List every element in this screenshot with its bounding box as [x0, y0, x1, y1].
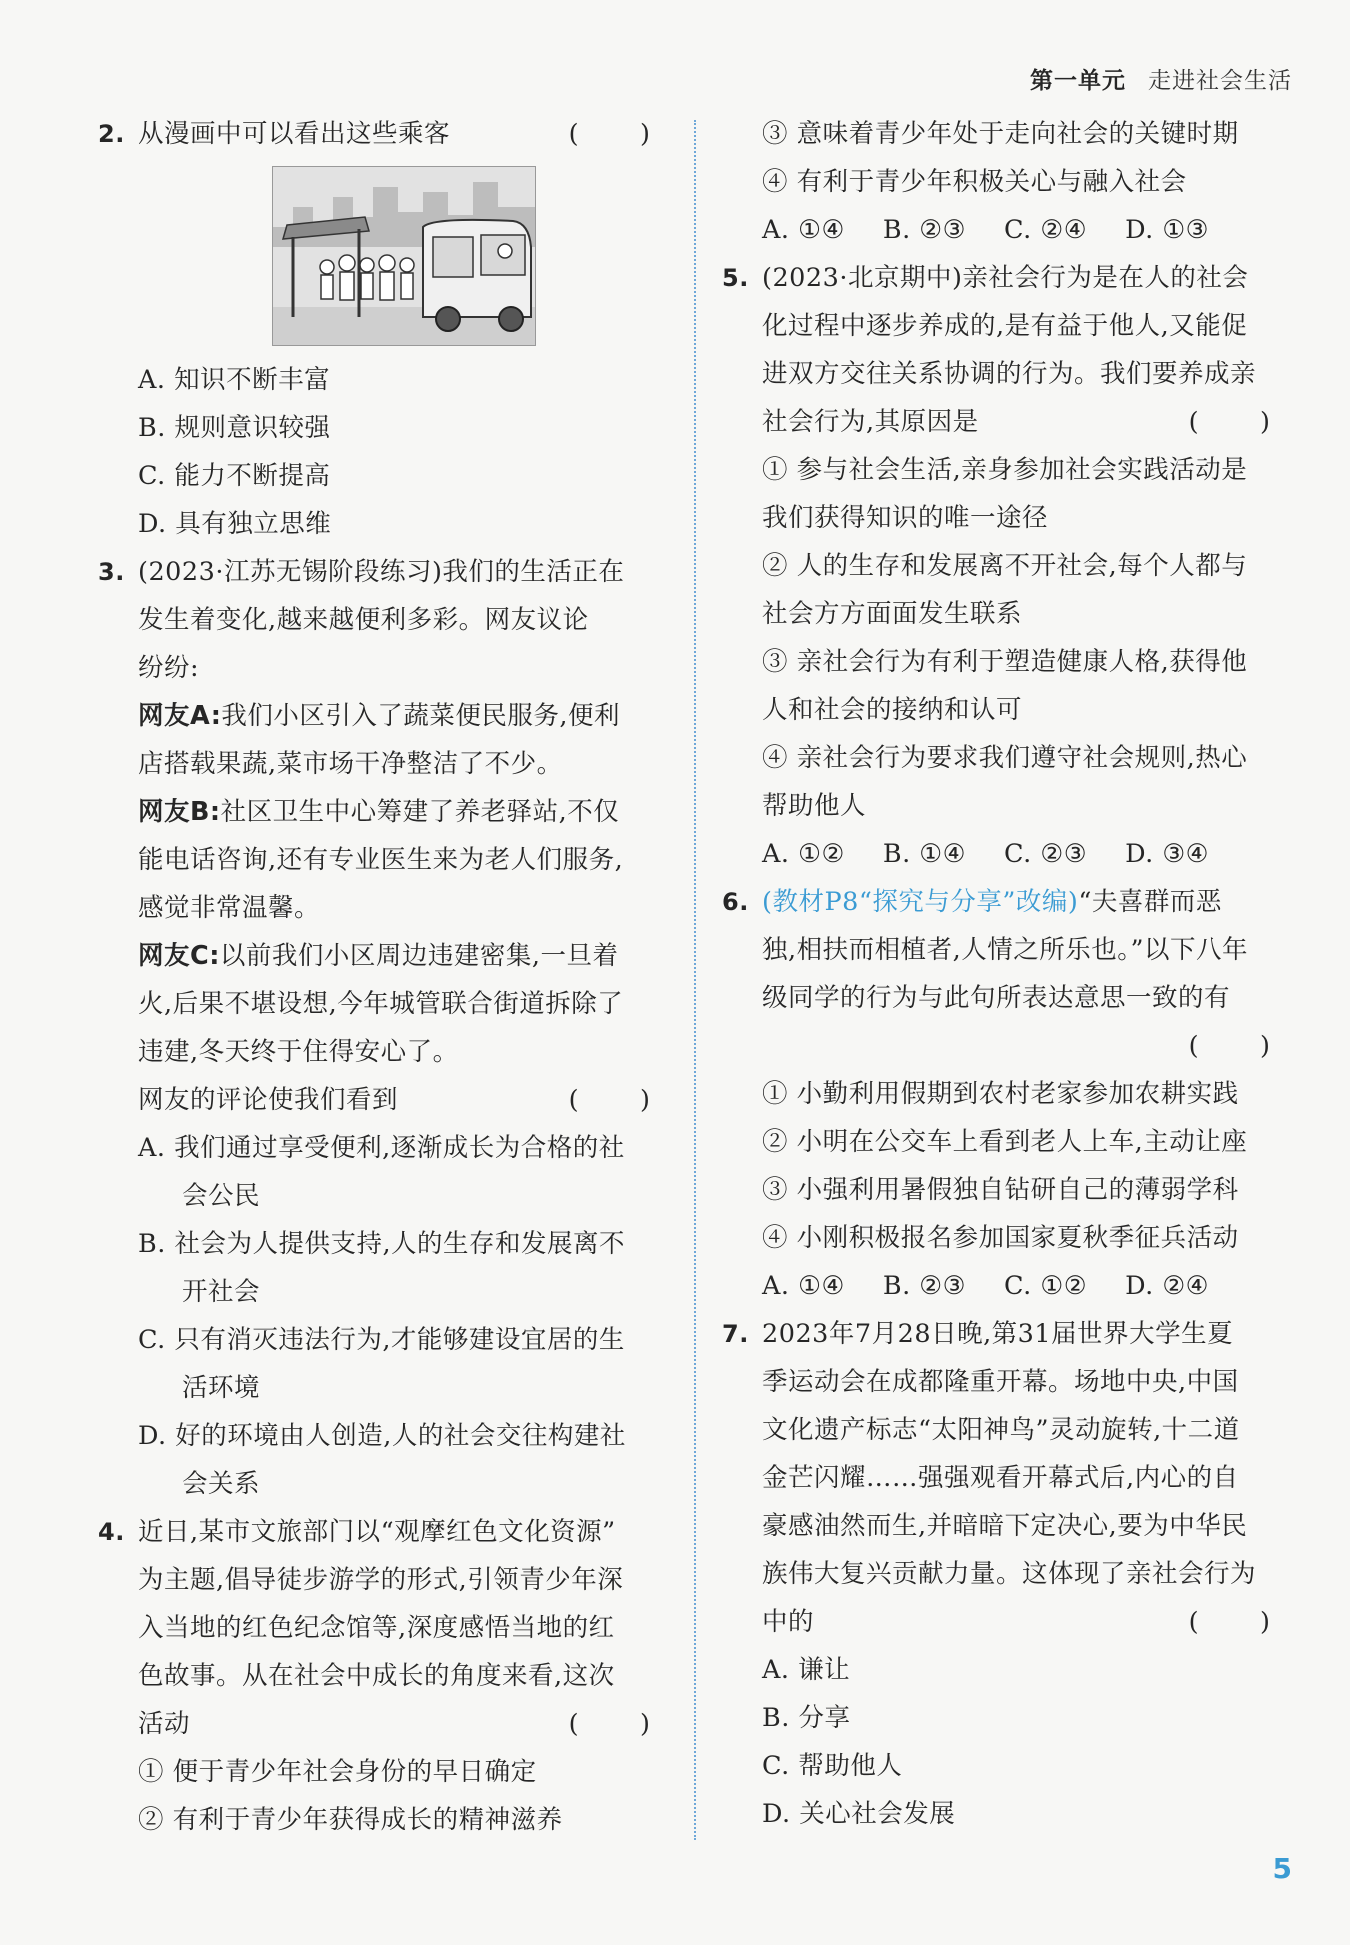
q3-stem-line: 纷纷: — [138, 653, 200, 683]
q7-stem-line: 金芒闪耀……强强观看开幕式后,内心的自 — [762, 1463, 1239, 1493]
q5-option-b[interactable]: B. ①④ — [882, 839, 967, 869]
q4-item-4: ④ 有利于青少年积极关心与融入社会 — [762, 167, 1187, 197]
q5-stem-line: 进双方交往关系协调的行为。我们要养成亲 — [762, 359, 1257, 389]
q6-item-3: ③ 小强利用暑假独自钻研自己的薄弱学科 — [762, 1175, 1239, 1205]
answer-blank: ( ) — [1188, 407, 1288, 437]
q7-option-a[interactable]: A. 谦让 — [762, 1655, 851, 1685]
unit-label: 第一单元 — [1030, 68, 1126, 94]
q4-stem-line: 色故事。从在社会中成长的角度来看,这次 — [138, 1661, 615, 1691]
answer-blank: ( ) — [568, 1709, 668, 1739]
running-header — [1030, 62, 1292, 95]
q5-item-line: 社会方方面面发生联系 — [762, 599, 1023, 629]
page-number: 5 — [1272, 1852, 1292, 1885]
q6-option-b[interactable]: B. ②③ — [882, 1271, 967, 1301]
q5-stem-line: 社会行为,其原因是 ( ) — [722, 398, 1292, 446]
q4-options — [722, 206, 1292, 254]
q6-stem-line: 独,相扶而相植者,人情之所乐也。”以下八年 — [762, 935, 1248, 965]
q7-option-b[interactable]: B. 分享 — [762, 1703, 851, 1733]
q3-ask: 网友的评论使我们看到 ( ) — [98, 1076, 672, 1124]
q5-option-a[interactable]: A. ①② — [762, 839, 845, 869]
q5-item-line: 人和社会的接纳和认可 — [762, 695, 1023, 725]
q6-option-c[interactable]: C. ①② — [1004, 1271, 1088, 1301]
q4-stem-line: 为主题,倡导徒步游学的形式,引领青少年深 — [138, 1565, 624, 1595]
q3-option-d[interactable]: D. 好的环境由人创造,人的社会交往构建社 — [138, 1421, 626, 1451]
question-6-stem: 6. (教材P8“探究与分享”改编)“夫喜群而恶 — [722, 887, 1222, 917]
q5-item-line: 帮助他人 — [762, 791, 867, 821]
q3-netizen-a: 网友A:我们小区引入了蔬菜便民服务,便利 — [138, 701, 621, 731]
q7-stem-line: 文化遗产标志“太阳神鸟”灵动旋转,十二道 — [762, 1415, 1240, 1445]
q3-netizen-b-line: 感觉非常温馨。 — [138, 893, 321, 923]
question-5-stem: 5. (2023·北京期中)亲社会行为是在人的社会 — [722, 263, 1249, 293]
q2-option-b[interactable]: B. 规则意识较强 — [138, 413, 331, 443]
q3-option-b[interactable]: B. 社会为人提供支持,人的生存和发展离不 — [138, 1229, 626, 1259]
q7-stem-line: 中的 ( ) — [722, 1598, 1292, 1646]
column-divider — [694, 120, 696, 1840]
left-column — [98, 110, 672, 1844]
q3-option-d-cont: 会关系 — [182, 1469, 261, 1499]
q5-item-line: ② 人的生存和发展离不开社会,每个人都与 — [762, 551, 1248, 581]
q7-stem-line: 族伟大复兴贡献力量。这体现了亲社会行为 — [762, 1559, 1257, 1589]
question-2-stem: 2. 从漫画中可以看出这些乘客 ( ) — [98, 110, 672, 158]
q3-option-c[interactable]: C. 只有消灭违法行为,才能够建设宜居的生 — [138, 1325, 625, 1355]
question-3-stem: 3. (2023·江苏无锡阶段练习)我们的生活正在 — [98, 557, 625, 587]
q3-netizen-b-line: 能电话咨询,还有专业医生来为老人们服务, — [138, 845, 624, 875]
q4-option-d[interactable]: D. ①③ — [1125, 215, 1210, 245]
question-7-stem: 7. 2023年7月28日晚,第31届世界大学生夏 — [722, 1319, 1234, 1349]
q6-option-d[interactable]: D. ②④ — [1125, 1271, 1210, 1301]
q3-option-a-cont: 会公民 — [182, 1181, 261, 1211]
q5-option-d[interactable]: D. ③④ — [1125, 839, 1210, 869]
q6-option-a[interactable]: A. ①④ — [762, 1271, 845, 1301]
q2-option-a[interactable]: A. 知识不断丰富 — [138, 365, 331, 395]
q7-stem-line: 季运动会在成都隆重开幕。场地中央,中国 — [762, 1367, 1239, 1397]
q6-stem-line: 级同学的行为与此句所表达意思一致的有 — [762, 983, 1231, 1013]
q5-item-line: ① 参与社会生活,亲身参加社会实践活动是 — [762, 455, 1248, 485]
answer-blank: ( ) — [1188, 1031, 1288, 1061]
q3-netizen-b: 网友B:社区卫生中心筹建了养老驿站,不仅 — [138, 797, 620, 827]
q4-option-c[interactable]: C. ②④ — [1004, 215, 1088, 245]
textbook-source: (教材P8“探究与分享”改编) — [762, 887, 1079, 917]
q7-option-c[interactable]: C. 帮助他人 — [762, 1751, 903, 1781]
q5-options — [722, 830, 1292, 878]
q4-option-a[interactable]: A. ①④ — [762, 215, 845, 245]
right-column — [722, 110, 1292, 1838]
q6-answer-row — [722, 1022, 1292, 1070]
q5-stem-line: 化过程中逐步养成的,是有益于他人,又能促 — [762, 311, 1248, 341]
q3-netizen-c-line: 火,后果不堪设想,今年城管联合街道拆除了 — [138, 989, 624, 1019]
answer-blank: ( ) — [568, 119, 668, 149]
q6-item-1: ① 小勤利用假期到农村老家参加农耕实践 — [762, 1079, 1239, 1109]
q2-option-c[interactable]: C. 能力不断提高 — [138, 461, 331, 491]
q3-netizen-c: 网友C:以前我们小区周边违建密集,一旦着 — [138, 941, 619, 971]
q3-stem-line: 发生着变化,越来越便利多彩。网友议论 — [138, 605, 589, 635]
q4-item-2: ② 有利于青少年获得成长的精神滋养 — [138, 1805, 563, 1835]
q7-stem-line: 豪感油然而生,并暗暗下定决心,要为中华民 — [762, 1511, 1248, 1541]
q4-item-3: ③ 意味着青少年处于走向社会的关键时期 — [762, 119, 1239, 149]
q6-options — [722, 1262, 1292, 1310]
q3-netizen-a-line: 店搭载果蔬,菜市场干净整洁了不少。 — [138, 749, 563, 779]
question-4-stem: 4. 近日,某市文旅部门以“观摩红色文化资源” — [98, 1517, 616, 1547]
q4-item-1: ① 便于青少年社会身份的早日确定 — [138, 1757, 537, 1787]
q4-stem-line: 活动 ( ) — [98, 1700, 672, 1748]
q5-item-line: ③ 亲社会行为有利于塑造健康人格,获得他 — [762, 647, 1248, 677]
q5-option-c[interactable]: C. ②③ — [1004, 839, 1088, 869]
q3-option-c-cont: 活环境 — [182, 1373, 261, 1403]
unit-title: 走进社会生活 — [1148, 68, 1292, 94]
q3-option-a[interactable]: A. 我们通过享受便利,逐渐成长为合格的社 — [138, 1133, 625, 1163]
q4-option-b[interactable]: B. ②③ — [882, 215, 967, 245]
q3-netizen-c-line: 违建,冬天终于住得安心了。 — [138, 1037, 459, 1067]
q2-option-d[interactable]: D. 具有独立思维 — [138, 509, 332, 539]
q7-option-d[interactable]: D. 关心社会发展 — [762, 1799, 956, 1829]
q5-item-line: 我们获得知识的唯一途径 — [762, 503, 1049, 533]
q3-option-b-cont: 开社会 — [182, 1277, 261, 1307]
bus-stop-comic-illustration — [272, 166, 536, 346]
q6-item-4: ④ 小刚积极报名参加国家夏秋季征兵活动 — [762, 1223, 1239, 1253]
q6-item-2: ② 小明在公交车上看到老人上车,主动让座 — [762, 1127, 1248, 1157]
q5-item-line: ④ 亲社会行为要求我们遵守社会规则,热心 — [762, 743, 1248, 773]
q4-stem-line: 入当地的红色纪念馆等,深度感悟当地的红 — [138, 1613, 615, 1643]
answer-blank: ( ) — [568, 1085, 668, 1115]
answer-blank: ( ) — [1188, 1607, 1288, 1637]
